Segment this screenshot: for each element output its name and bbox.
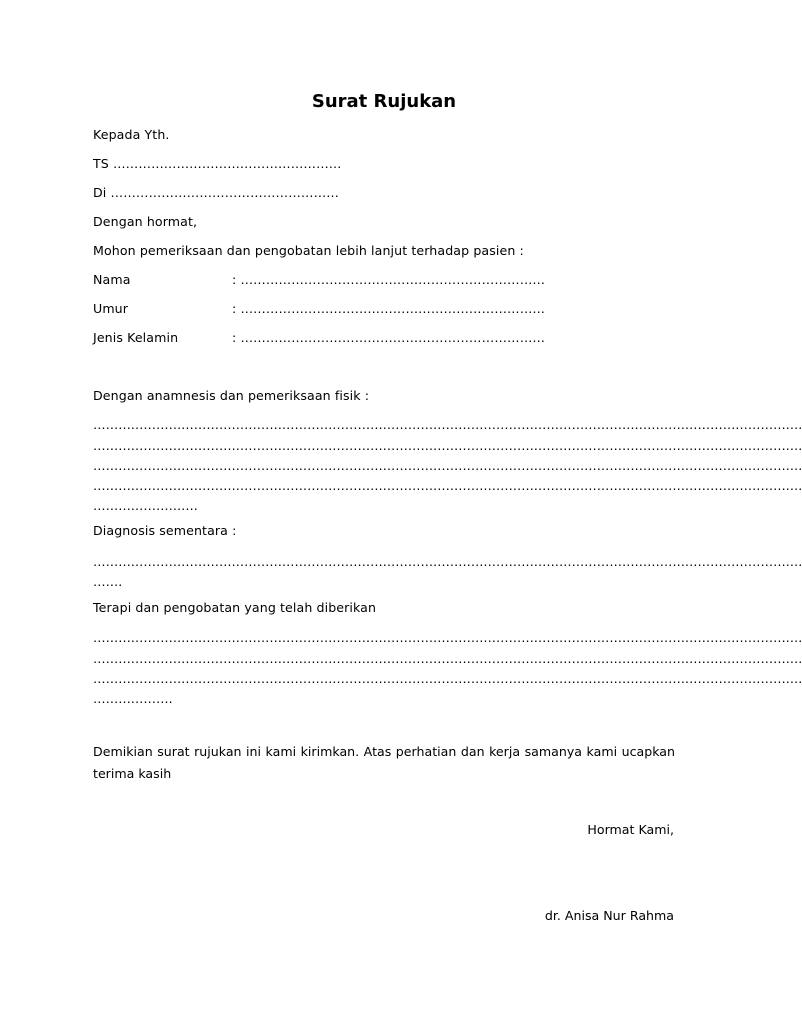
diagnosis-line: …………………………………………………………………………………………………………………………………………………….	[93, 554, 802, 569]
anamnesis-line: …………………………………………………………………………………………………………………………………………………….	[93, 478, 802, 493]
field-value-jenis-kelamin: : ………………………………………………………………	[232, 330, 546, 345]
recipient-di-line: Di ………………………………………………	[93, 185, 339, 200]
anamnesis-line: …………………………………………………………………………………………………………………………………………………….	[93, 417, 802, 432]
therapy-line: …………………………………………………………………………………………………………………………………………………….	[93, 630, 802, 645]
therapy-heading: Terapi dan pengobatan yang telah diberikan	[93, 600, 377, 615]
field-label-nama: Nama	[93, 272, 131, 287]
sign-off: Hormat Kami,	[587, 822, 674, 837]
therapy-line: …………………………………………………………………………………………………………………………………………………….	[93, 651, 802, 666]
anamnesis-line: …………………………………………………………………………………………………………………………………………………….	[93, 438, 802, 453]
field-value-nama: : ………………………………………………………………	[232, 272, 546, 287]
recipient-ts-line: TS ………………………………………………	[93, 156, 342, 171]
therapy-line: …………………………………………………………………………………………………………………………………………………….	[93, 671, 802, 686]
therapy-line: ……………….	[93, 691, 173, 706]
recipient-greeting: Kepada Yth.	[93, 127, 170, 142]
field-label-jenis-kelamin: Jenis Kelamin	[93, 330, 179, 345]
diagnosis-line: …….	[93, 574, 123, 589]
anamnesis-line: …………………………………………………………………………………………………………………………………………………….	[93, 458, 802, 473]
anamnesis-line: …………………….	[93, 498, 198, 513]
request-statement: Mohon pemeriksaan dan pengobatan lebih lanjut terhadap pasien :	[93, 243, 524, 258]
salutation: Dengan hormat,	[93, 214, 198, 229]
letter-title: Surat Rujukan	[311, 91, 457, 112]
signature-name: dr. Anisa Nur Rahma	[544, 908, 674, 923]
closing-paragraph: Demikian surat rujukan ini kami kirimkan. Atas perhatian dan kerja samanya kami ucapkan terima kasih	[93, 744, 675, 781]
field-label-umur: Umur	[93, 301, 129, 316]
field-value-umur: : ………………………………………………………………	[232, 301, 546, 316]
diagnosis-heading: Diagnosis sementara :	[93, 523, 237, 538]
anamnesis-heading: Dengan anamnesis dan pemeriksaan fisik :	[93, 388, 370, 403]
